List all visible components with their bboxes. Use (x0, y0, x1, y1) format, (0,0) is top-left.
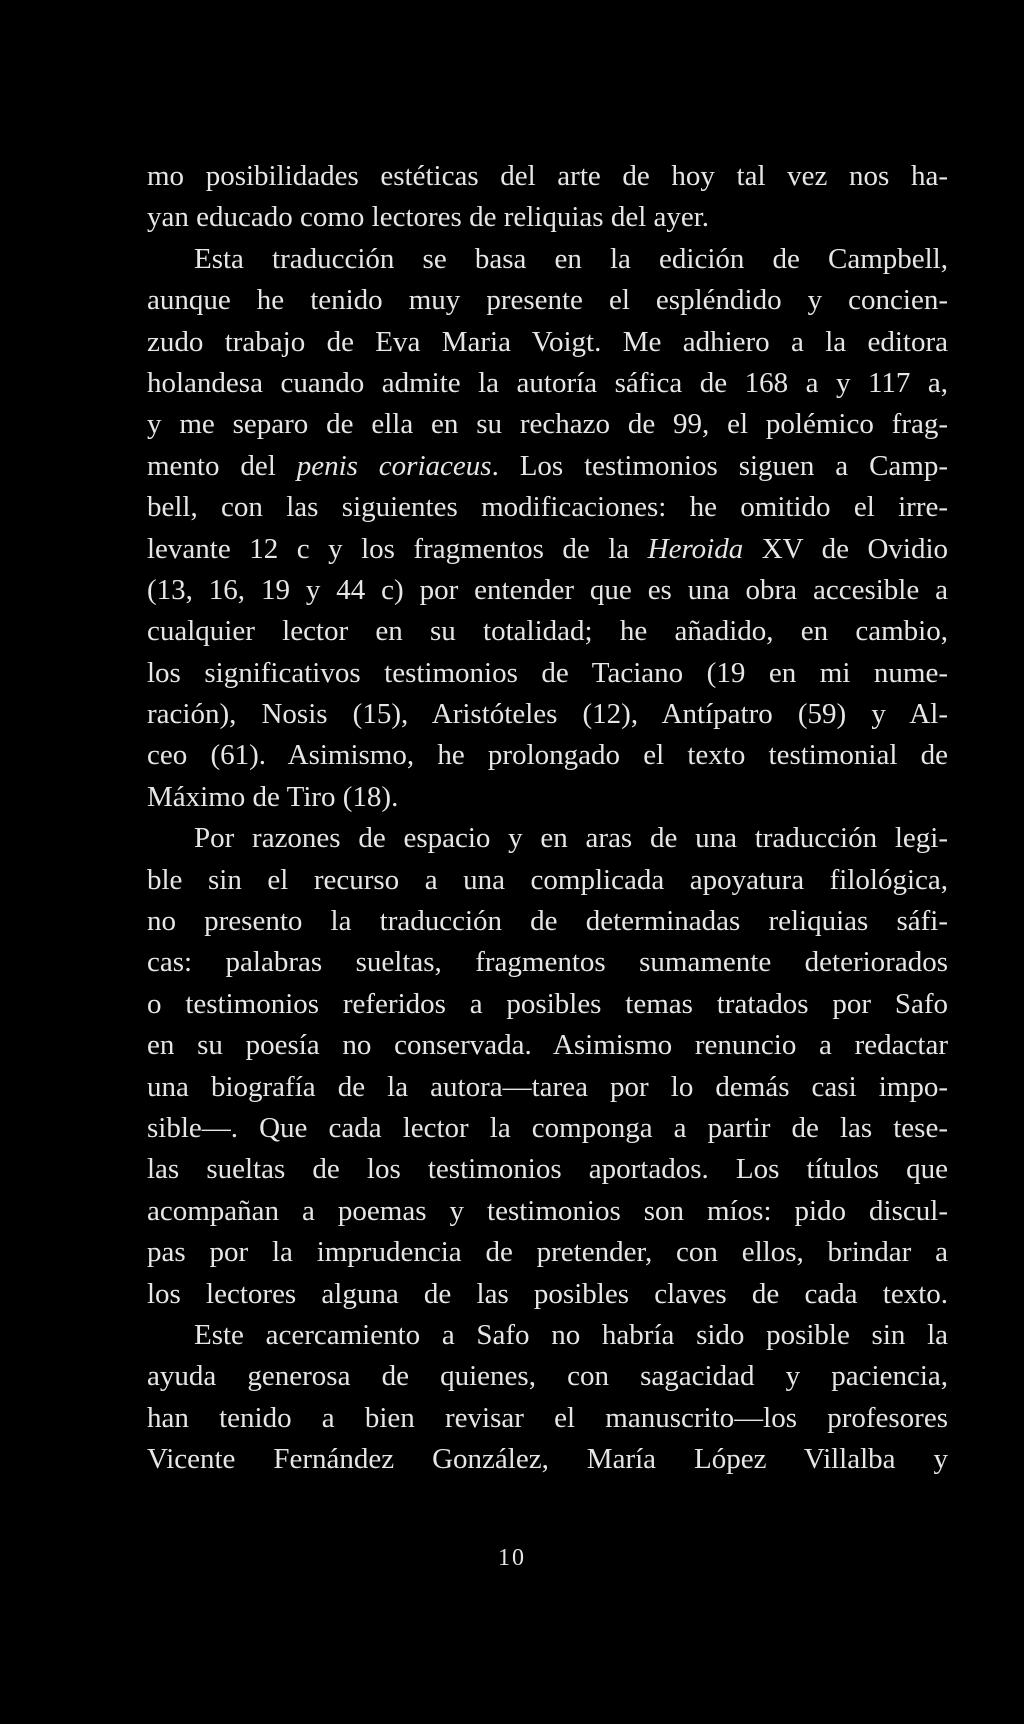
text-line: las sueltas de los testimonios aportados. Los títulos que (147, 1153, 948, 1186)
text-line: Vicente Fernández González, María López Villalba y (147, 1443, 948, 1476)
italic-phrase: Heroida (647, 532, 744, 565)
text-line: y me separo de ella en su rechazo de 99, el polémico frag- (147, 408, 948, 441)
text-line: levante 12 c y los fragmentos de la Heroida XV de Ovidio (147, 532, 948, 565)
text-line: mento del penis coriaceus. Los testimonios siguen a Camp- (147, 449, 948, 482)
text-line: sible—. Que cada lector la componga a partir de las tese- (147, 1111, 948, 1144)
text-line: Este acercamiento a Safo no habría sido posible sin la (194, 1318, 948, 1351)
text-line: zudo trabajo de Eva Maria Voigt. Me adhiero a la editora (147, 325, 948, 358)
text-line: o testimonios referidos a posibles temas tratados por Safo (147, 987, 948, 1020)
text-line: yan educado como lectores de reliquias del ayer. (147, 201, 710, 234)
text-line: en su poesía no conservada. Asimismo renuncio a redactar (147, 1029, 948, 1062)
text-line: no presento la traducción de determinadas reliquias sáfi- (147, 905, 948, 938)
text-line: aunque he tenido muy presente el espléndido y concien- (147, 284, 948, 317)
text-line: cualquier lector en su totalidad; he añadido, en cambio, (147, 615, 948, 648)
text-line: los significativos testimonios de Taciano (19 en mi nume- (147, 656, 948, 689)
text-line: ración), Nosis (15), Aristóteles (12), Antípatro (59) y Al- (147, 698, 948, 731)
text-line: (13, 16, 19 y 44 c) por entender que es una obra accesible a (147, 573, 948, 606)
text-line: mo posibilidades estéticas del arte de hoy tal vez nos ha- (147, 160, 948, 192)
text-line: los lectores alguna de las posibles claves de cada texto. (147, 1277, 948, 1310)
italic-phrase: penis coriaceus (296, 449, 492, 482)
text-line: ayuda generosa de quienes, con sagacidad y paciencia, (147, 1360, 948, 1393)
text-line: Por razones de espacio y en aras de una traducción legi- (194, 822, 948, 855)
page-number: 10 (498, 1545, 526, 1571)
body-text (147, 156, 948, 1481)
text-line: Máximo de Tiro (18). (147, 780, 399, 813)
text-line: cas: palabras sueltas, fragmentos sumamente deteriorados (147, 946, 948, 979)
text-line: bell, con las siguientes modificaciones: he omitido el irre- (147, 491, 948, 524)
text-line: holandesa cuando admite la autoría sáfica de 168 a y 117 a, (147, 366, 948, 399)
text-line: ble sin el recurso a una complicada apoyatura filológica, (147, 863, 948, 896)
text-line: una biografía de la autora—tarea por lo demás casi impo- (147, 1070, 948, 1103)
text-line: Esta traducción se basa en la edición de Campbell, (194, 242, 948, 275)
text-line: pas por la imprudencia de pretender, con ellos, brindar a (147, 1236, 948, 1269)
text-line: ceo (61). Asimismo, he prolongado el texto testimonial de (147, 739, 948, 772)
text-line: acompañan a poemas y testimonios son míos: pido discul- (147, 1194, 948, 1227)
text-line: han tenido a bien revisar el manuscrito—los profesores (147, 1401, 948, 1434)
